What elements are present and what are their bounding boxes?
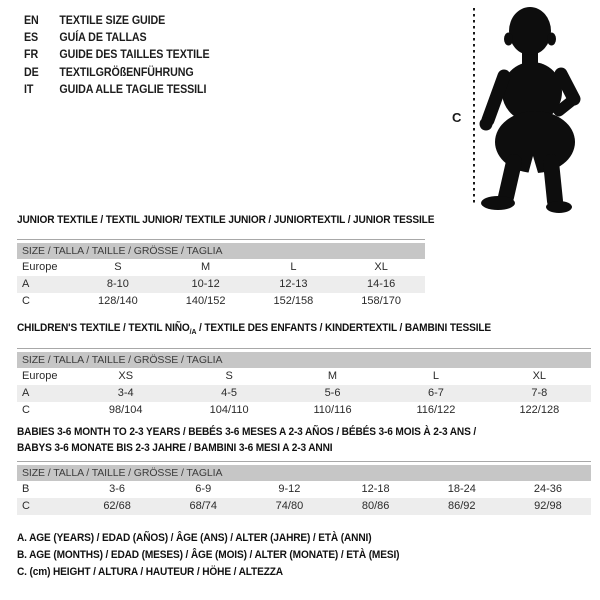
language-code: EN (24, 14, 39, 27)
table-row-age-months (17, 481, 591, 498)
table-cell: B (22, 483, 30, 495)
table-cell: XL (374, 261, 388, 273)
table-row-europe (17, 368, 591, 385)
language-row-de (24, 64, 210, 81)
table-cell: A (22, 387, 30, 399)
table-cell: L (290, 261, 297, 273)
language-code: ES (24, 32, 39, 45)
children-title-post: / TEXTILE DES ENFANTS / KINDERTEXTIL / BAMBINI TESSILE (196, 322, 492, 334)
language-title: TEXTILE SIZE GUIDE (59, 14, 166, 27)
children-size-table (17, 348, 591, 419)
table-cell: XL (532, 370, 547, 382)
table-cell: 62/68 (103, 500, 131, 512)
table-cell: C (22, 295, 30, 307)
table-top-rule (17, 348, 591, 349)
language-title: GUÍA DE TALLAS (59, 32, 147, 45)
table-cell: M (201, 261, 211, 273)
table-cell: 86/92 (448, 500, 476, 512)
table-cell: 80/86 (361, 500, 390, 512)
table-cell: S (225, 370, 233, 382)
language-title-list (24, 12, 210, 99)
table-header-bar: SIZE / TALLA / TAILLE / GRÖSSE / TAGLIA (17, 465, 591, 481)
legend-line-b: B. AGE (MONTHS) / EDAD (MESES) / ÂGE (MOIS) / ALTER (MONATE) / ETÀ (MESI) (17, 549, 400, 561)
table-cell: 104/110 (209, 404, 249, 416)
table-top-rule (17, 239, 425, 240)
table-cell: 10-12 (191, 278, 220, 290)
table-cell: 8-10 (106, 278, 129, 290)
table-cell: 14-16 (367, 278, 396, 290)
table-cell: 7-8 (531, 387, 548, 399)
table-row-height (17, 498, 591, 515)
table-cell: 3-6 (109, 483, 126, 495)
table-cell: Europe (22, 261, 58, 273)
table-cell: C (22, 500, 30, 512)
table-header-bar: SIZE / TALLA / TAILLE / GRÖSSE / TAGLIA (17, 352, 591, 368)
junior-size-table (17, 239, 425, 310)
legend (17, 530, 399, 581)
language-row-it (24, 82, 210, 99)
table-cell: 4-5 (221, 387, 238, 399)
table-top-rule (17, 461, 591, 462)
toddler-height-figure (440, 0, 600, 215)
table-row-europe (17, 259, 425, 276)
table-cell: 68/74 (189, 500, 218, 512)
babies-section-title (17, 424, 476, 456)
table-cell: 128/140 (97, 295, 138, 307)
table-row-age (17, 385, 591, 402)
babies-title-line2: BABYS 3-6 MONATE BIS 2-3 JAHRE / BAMBINI 3-6 MESI A 2-3 ANNI (17, 442, 333, 454)
table-cell: 3-4 (117, 387, 134, 399)
table-cell: 92/98 (534, 500, 562, 512)
children-title-pre: CHILDREN'S TEXTILE / TEXTIL NIÑO (17, 322, 190, 334)
table-cell: 98/104 (108, 404, 143, 416)
table-cell: 24-36 (533, 483, 563, 495)
table-row-height (17, 293, 425, 310)
table-header-bar: SIZE / TALLA / TAILLE / GRÖSSE / TAGLIA (17, 243, 425, 259)
toddler-silhouette-icon (480, 7, 576, 213)
table-cell: 6-7 (427, 387, 444, 399)
language-title: GUIDE DES TAILLES TEXTILE (59, 49, 210, 62)
table-cell: 158/170 (361, 295, 401, 307)
children-section-title (17, 320, 491, 340)
height-label: C (452, 110, 462, 125)
children-title-sub: /A (189, 327, 197, 337)
table-cell: 122/128 (519, 404, 560, 416)
babies-size-table (17, 461, 591, 515)
table-cell: S (114, 261, 122, 273)
table-cell: C (22, 404, 30, 416)
table-cell: 9-12 (278, 483, 301, 495)
babies-title-line1: BABIES 3-6 MONTH TO 2-3 YEARS / BEBÉS 3-6 MESES A 2-3 AÑOS / BÉBÉS 3-6 MOIS À 2-3 ANS / (17, 426, 477, 438)
language-code: DE (24, 66, 39, 79)
table-cell: 12-18 (361, 483, 390, 495)
language-row-es (24, 29, 210, 46)
legend-line-a: A. AGE (YEARS) / EDAD (AÑOS) / ÂGE (ANS) / ALTER (JAHRE) / ETÀ (ANNI) (17, 532, 372, 544)
table-row-age (17, 276, 425, 293)
table-cell: 110/116 (313, 404, 352, 416)
language-code: FR (24, 49, 39, 62)
table-cell: 18-24 (447, 483, 476, 495)
table-cell: 6-9 (195, 483, 212, 495)
language-title: TEXTILGRÖßENFÜHRUNG (59, 66, 194, 79)
legend-line-c: C. (cm) HEIGHT / ALTURA / HAUTEUR / HÖHE / ALTEZZA (17, 566, 283, 578)
table-cell: 12-13 (279, 278, 308, 290)
table-cell: Europe (22, 370, 58, 382)
table-cell: 152/158 (273, 295, 314, 307)
table-cell: XS (118, 370, 134, 382)
language-code: IT (24, 84, 34, 97)
table-cell: 5-6 (324, 387, 341, 399)
language-row-fr (24, 47, 210, 64)
table-cell: L (432, 370, 439, 382)
table-cell: 140/152 (185, 295, 226, 307)
language-title: GUIDA ALLE TAGLIE TESSILI (59, 84, 207, 97)
table-cell: 74/80 (275, 500, 304, 512)
table-cell: A (22, 278, 30, 290)
table-row-height (17, 402, 591, 419)
table-cell: 116/122 (416, 404, 456, 416)
junior-section-title: JUNIOR TEXTILE / TEXTIL JUNIOR/ TEXTILE JUNIOR / JUNIORTEXTIL / JUNIOR TESSILE (17, 214, 435, 226)
table-cell: M (327, 370, 338, 382)
language-row-en (24, 12, 210, 29)
